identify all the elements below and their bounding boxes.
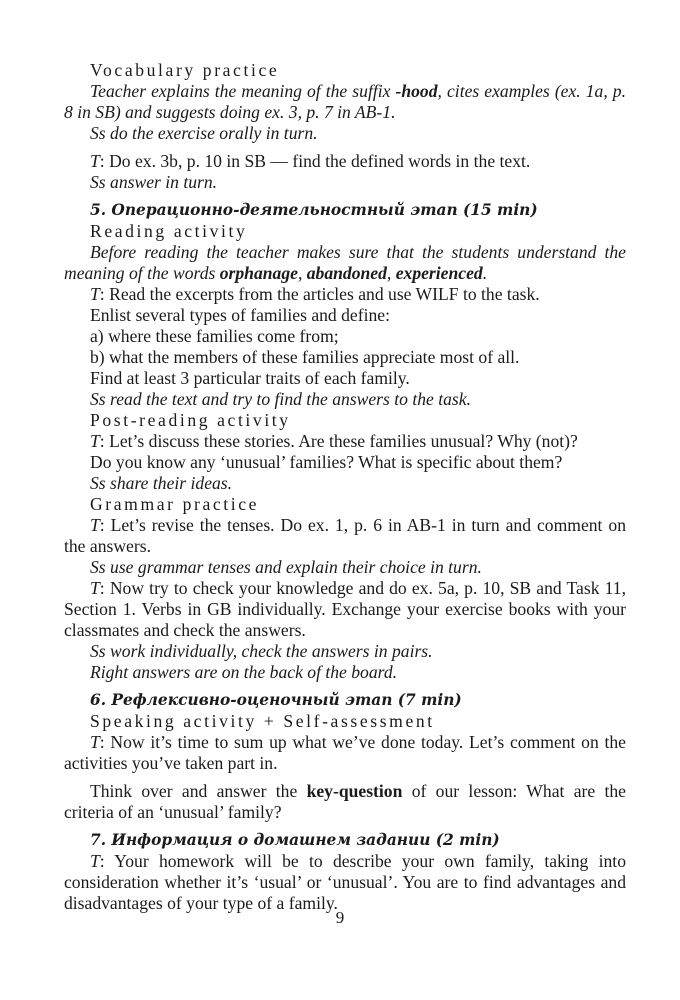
post-reading-question: Do you know any ‘unusual’ families? What is specific about them? xyxy=(90,452,563,472)
vocabulary-heading: Vocabulary practice xyxy=(90,60,280,80)
vocabulary-teacher: T: Do ex. 3b, p. 10 in SB — find the defined words in the text. xyxy=(90,151,531,171)
reading-students: Ss read the text and try to find the answers to the task. xyxy=(90,389,471,409)
vocabulary-students: Ss do the exercise orally in turn. xyxy=(90,123,318,143)
stage-5-heading: 5. Операционно-деятельностный этап (15 min) xyxy=(90,201,538,219)
suffix-term: -hood xyxy=(395,81,438,101)
reading-heading: Reading activity xyxy=(90,221,248,241)
reading-intro: Before reading the teacher makes sure that the students understand the meaning of the words orphanage, abandoned, experienced. xyxy=(64,242,626,283)
reading-teacher: T: Read the excerpts from the articles and use WILF to the task. xyxy=(90,284,540,304)
grammar-right-answers: Right answers are on the back of the board. xyxy=(90,662,398,682)
grammar-teacher: T: Let’s revise the tenses. Do ex. 1, p. 6 in AB-1 in turn and comment on the answers. xyxy=(64,515,626,556)
speaking-teacher: T: Now it’s time to sum up what we’ve done today. Let’s comment on the activities you’ve taken part in. xyxy=(64,732,626,773)
post-reading-heading: Post-reading activity xyxy=(90,410,291,430)
page-content xyxy=(64,60,626,914)
speaking-heading: Speaking activity + Self-assessment xyxy=(90,711,435,731)
vocabulary-students-answer: Ss answer in turn. xyxy=(90,172,218,192)
stage-7-heading: 7. Информация о домашнем задании (2 min) xyxy=(90,831,500,849)
speaking-key-question: Think over and answer the key-question of our lesson: What are the criteria of an ‘unusual’ family? xyxy=(64,781,626,822)
homework-teacher: T: Your homework will be to describe your own family, taking into consideration whether it’s ‘usual’ or ‘unusual’. You are to find advantages and disadvantages of your type of a family. xyxy=(64,851,626,913)
grammar-students-2: Ss work individually, check the answers in pairs. xyxy=(90,641,433,661)
reading-item-b: b) what the members of these families appreciate most of all. xyxy=(90,347,520,367)
page-number: 9 xyxy=(335,908,345,927)
grammar-teacher-2: T: Now try to check your knowledge and do ex. 5a, p. 10, SB and Task 11, Section 1. Verbs in GB individually. Exchange your exercise books with your classmates and check the answers. xyxy=(64,578,626,640)
post-reading-students: Ss share their ideas. xyxy=(90,473,233,493)
stage-6-heading: 6. Рефлексивно-оценочный этап (7 min) xyxy=(90,691,462,709)
vocabulary-instruction: Teacher explains the meaning of the suffix -hood, cites examples (ex. 1a, p. 8 in SB) and suggests doing ex. 3, p. 7 in AB-1. xyxy=(64,81,627,122)
reading-find: Find at least 3 particular traits of each family. xyxy=(90,368,410,388)
grammar-heading: Grammar practice xyxy=(90,494,260,514)
post-reading-teacher: T: Let’s discuss these stories. Are these families unusual? Why (not)? xyxy=(90,431,578,451)
reading-item-a: a) where these families come from; xyxy=(90,326,339,346)
grammar-students: Ss use grammar tenses and explain their choice in turn. xyxy=(90,557,482,577)
reading-enlist: Enlist several types of families and define: xyxy=(90,305,390,325)
